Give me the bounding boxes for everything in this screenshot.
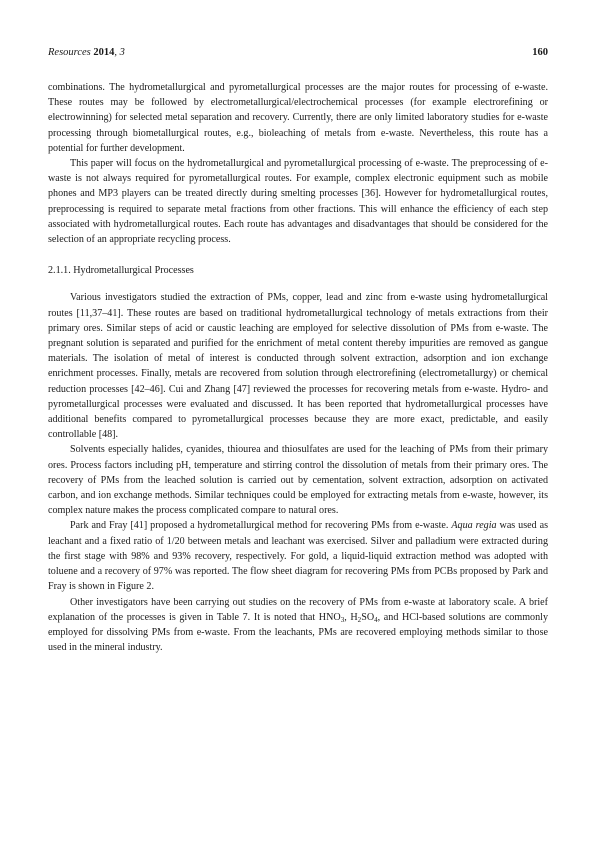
paragraph-6-d: , and HCl-based solutions are commonly employed for dissolving PMs from e-waste. From the leachants, PMs are recovered employing methods similar to those used in the mineral industry. [48, 611, 549, 654]
body-text [48, 80, 548, 655]
paragraph-2: This paper will focus on the hydrometallurgical and pyrometallurgical processing of e-waste. The preprocessing of e-waste is not always required for pyrometallurgical routes. For example, complex electronic equipment such as mobile phones and MP3 players can be treated directly during smelting processes [36]. However for hydrometallurgical routes, preprocessing is required to separate metal fractions from other fractions. This will enhance the efficiency of each step associated with hydrometallurgical routes. Each route has advantages and disadvantages that should be considered for the selection of an appropriate recycling process. [48, 158, 548, 246]
aqua-regia-term: Aqua regia [451, 520, 497, 532]
journal-volume: 3 [119, 47, 125, 58]
subscript-2: 2 [357, 615, 362, 624]
paragraph-5-rest: was used as leachant and a fixed ratio of 1/20 between metals and leachant was exercised. Silver and palladium were extracted during the first stage with 98% and 93% recovery, respectively. For gold, a liquid-liquid extraction method was adopted with toluene and a recovery of 97% was reported. The flow sheet diagram for recovering PMs from PCBs proposed by Park and Fray is shown in Figure 2. [48, 520, 549, 593]
paragraph-6-b: , H [344, 611, 358, 623]
journal-name: Resources [48, 47, 91, 58]
paragraph-4: Solvents especially halides, cyanides, thiourea and thiosulfates are used for the leaching of PMs from their primary ores. Process factors including pH, temperature and stirring control the dissolution of metals from their primary ores. The recovery of PMs from the leached solution is carried out by cementation, solvent extraction, adsorption on activated carbon, and ion exchange methods. Similar techniques could be employed for extracting metals from e-waste, however, its complex nature makes the process complicated compare to natural ores. [48, 444, 548, 517]
paragraph-5 [48, 518, 548, 594]
journal-year: 2014 [93, 47, 115, 58]
paragraph-6 [48, 595, 548, 656]
paragraph-6-a: Other investigators have been carrying out studies on the recovery of PMs from e-waste at laboratory scale. A brief explanation of the processes is given in Table 7. It is noted that HNO [48, 596, 548, 623]
page-number: 160 [532, 47, 548, 58]
journal-citation: Resources 2014, 3 [48, 47, 125, 58]
paragraph-1: combinations. The hydrometallurgical and pyrometallurgical processes are the major routes for processing of e-waste. These routes may be followed by electrometallurgical/electrochemical processes (for example electrorefining or electrowinning) for selected metal separation and recovery. Currently, there are only limited laboratory studies for e-waste processing through biometallurgical routes, e.g., bioleaching of metals from e-waste. Nevertheless, this route has a potential for further development. [48, 82, 548, 154]
running-header [48, 46, 548, 59]
subscript-3: 3 [340, 615, 345, 624]
subscript-4: 4 [374, 615, 378, 624]
section-heading: 2.1.1. Hydrometallurgical Processes [48, 265, 194, 277]
paragraph-6-c: SO [361, 611, 375, 623]
paragraph-5-start: Park and Fray [41] proposed a hydrometallurgical method for recovering PMs from e-waste. [70, 520, 449, 532]
paragraph-3: Various investigators studied the extraction of PMs, copper, lead and zinc from e-waste using hydrometallurgical routes [11,37–41]. These routes are based on traditional hydrometallurgical technology of metals extractions from their primary ores. Similar steps of acid or caustic leaching are employed for selective dissolution of PMs from e-waste. The pregnant solution is separated and purified for the enrichment of metal content thereby impurities are removed as gangue materials. The isolation of metal of interest is conducted through solvent extraction, adsorption and ion exchange enrichment processes. Finally, metals are recovered from solution through electrorefining (electrometallurgy) or chemical reduction processes [42–46]. Cui and Zhang [47] reviewed the processes for recovering metals from e-waste. Hydro- and pyrometallurgical processes were evaluated and discussed. It has been reported that hydrometallurgical processes have additional benefits compared to pyrometallurgical processes because they are more exact, predictable, and easily controllable [48]. [48, 292, 548, 441]
